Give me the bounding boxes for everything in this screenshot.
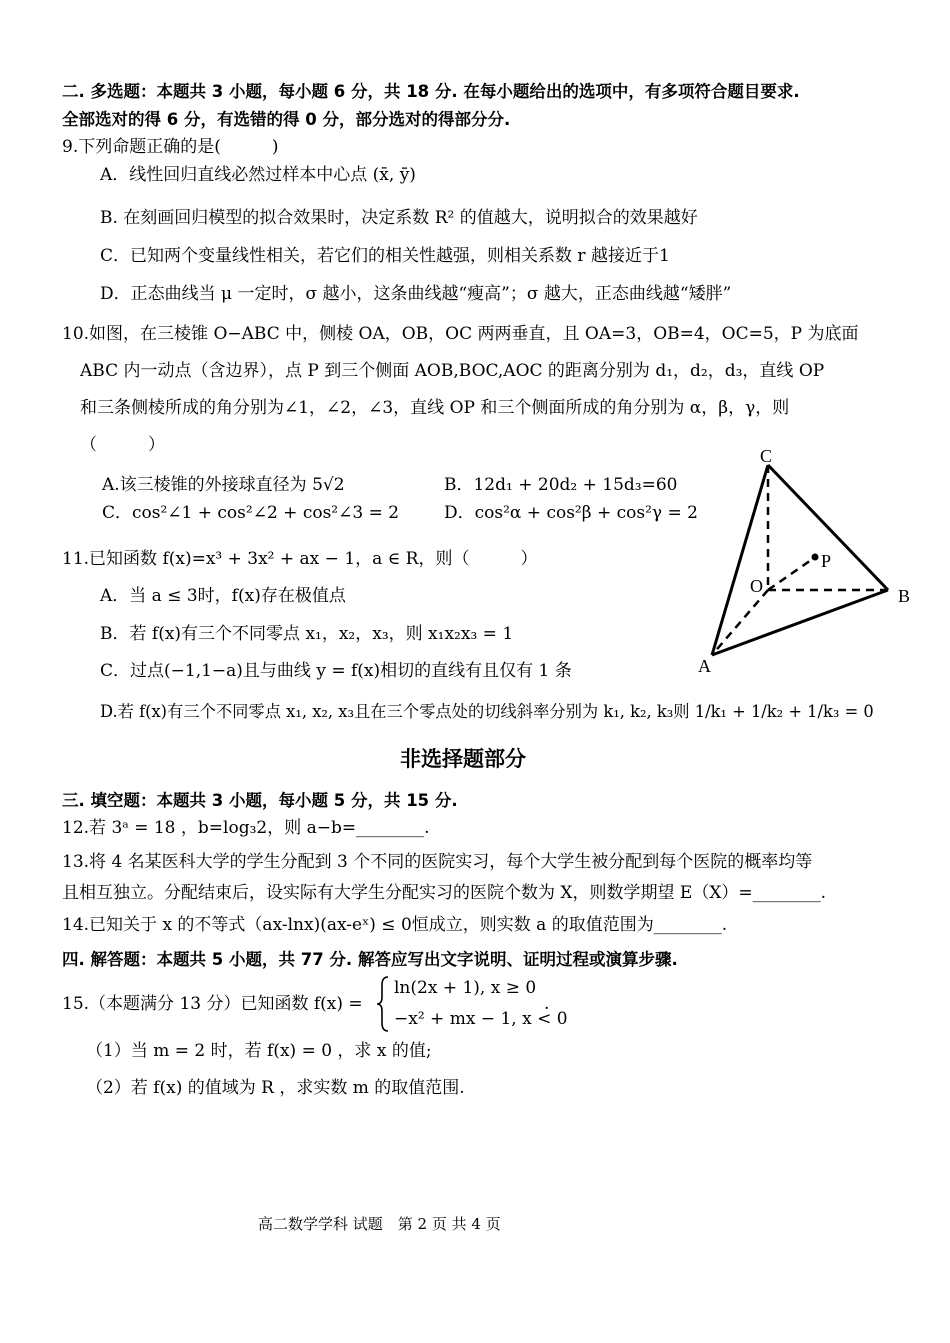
question-stem: 和三条侧棱所成的角分别为∠1，∠2，∠3，直线 OP 和三个侧面所成的角分别为 α，β，γ，则 <box>80 398 790 418</box>
option-b: B. 在刻画回归模型的拟合效果时，决定系数 R² 的值越大，说明拟合的效果越好 <box>100 208 698 228</box>
piecewise-case-2: −x² + mx − 1, x < 0 <box>394 1009 568 1029</box>
nonchoice-title: 非选择题部分 <box>400 747 526 771</box>
vertex-label-a: A <box>698 656 711 676</box>
option-c: C．cos²∠1 + cos²∠2 + cos²∠3 = 2 <box>102 503 400 523</box>
left-brace <box>376 975 390 1033</box>
answer-blank: （ ） <box>80 435 165 455</box>
question-stem: 10.如图，在三棱锥 O−ABC 中，侧棱 OA，OB，OC 两两垂直，且 OA=3，OB=4，OC=5，P 为底面 <box>62 324 859 344</box>
option-b: B．若 f(x)有三个不同零点 x₁，x₂，x₃，则 x₁x₂x₃ = 1 <box>100 624 514 644</box>
vertex-label-o: O <box>750 576 763 596</box>
option-d: D.若 f(x)有三个不同零点 x₁, x₂, x₃且在三个零点处的切线斜率分别为 k₁, k₂, k₃则 1/k₁ + 1/k₂ + 1/k₃ = 0 <box>100 702 874 721</box>
section-heading: 四. 解答题：本题共 5 小题，共 77 分. 解答应写出文字说明、证明过程或演算步骤. <box>62 950 678 969</box>
section-heading: 三. 填空题：本题共 3 小题，每小题 5 分，共 15 分. <box>62 791 458 810</box>
option-b: B．12d₁ + 20d₂ + 15d₃=60 <box>444 475 678 495</box>
question-12: 12.若 3ᵃ = 18 ，b=log₃2，则 a−b=________. <box>62 818 430 838</box>
vertex-label-b: B <box>898 586 911 606</box>
vertex-label-c: C <box>760 446 773 466</box>
question-15-part-1: （1）当 m = 2 时，若 f(x) = 0 ，求 x 的值; <box>86 1041 432 1061</box>
option-d: D．正态曲线当 μ 一定时，σ 越小，这条曲线越“瘦高”；σ 越大，正态曲线越“矮胖” <box>100 284 732 304</box>
question-13: 13.将 4 名某医科大学的学生分配到 3 个不同的医院实习，每个大学生被分配到每个医院的概率均等 <box>62 852 813 872</box>
option-d: D．cos²α + cos²β + cos²γ = 2 <box>444 503 698 523</box>
question-15-part-2: （2）若 f(x) 的值域为 R ，求实数 m 的取值范围. <box>86 1078 465 1098</box>
option-a: A.该三棱锥的外接球直径为 5√2 <box>102 475 345 495</box>
page-footer: 高二数学学科 试题 第 2 页 共 4 页 <box>258 1215 501 1233</box>
question-stem: ABC 内一动点（含边界），点 P 到三个侧面 AOB,BOC,AOC 的距离分别为 d₁，d₂，d₃，直线 OP <box>80 361 825 381</box>
option-c: C．过点(−1,1−a)且与曲线 y = f(x)相切的直线有且仅有 1 条 <box>100 661 572 681</box>
question-15-stem: 15.（本题满分 13 分）已知函数 f(x) = <box>62 994 363 1014</box>
option-a: A．当 a ≤ 3时，f(x)存在极值点 <box>100 586 346 606</box>
question-14: 14.已知关于 x 的不等式（ax-lnx)(ax-eˣ) ≤ 0恒成立，则实数 a 的取值范围为________. <box>62 915 728 935</box>
period: . <box>544 994 550 1014</box>
question-stem: 9.下列命题正确的是( ) <box>62 137 279 157</box>
question-13: 且相互独立。分配结束后，设实际有大学生分配实习的医院个数为 X，则数学期望 E（X）=________. <box>62 883 827 903</box>
tetrahedron-figure <box>690 440 930 680</box>
section-heading-line: 全部选对的得 6 分，有选错的得 0 分，部分选对的得部分分. <box>62 110 511 129</box>
question-stem: 11.已知函数 f(x)=x³ + 3x² + ax − 1，a ∈ R，则（ ） <box>62 549 538 569</box>
option-a: A．线性回归直线必然过样本中心点 (x̄, ȳ) <box>100 165 416 185</box>
option-c: C．已知两个变量线性相关，若它们的相关性越强，则相关系数 r 越接近于1 <box>100 246 670 266</box>
section-heading-line: 二. 多选题：本题共 3 小题，每小题 6 分，共 18 分. 在每小题给出的选项中，有多项符合题目要求. <box>62 82 800 101</box>
piecewise-case-1: ln(2x + 1), x ≥ 0 <box>394 978 537 998</box>
point-label-p: P <box>821 551 832 571</box>
